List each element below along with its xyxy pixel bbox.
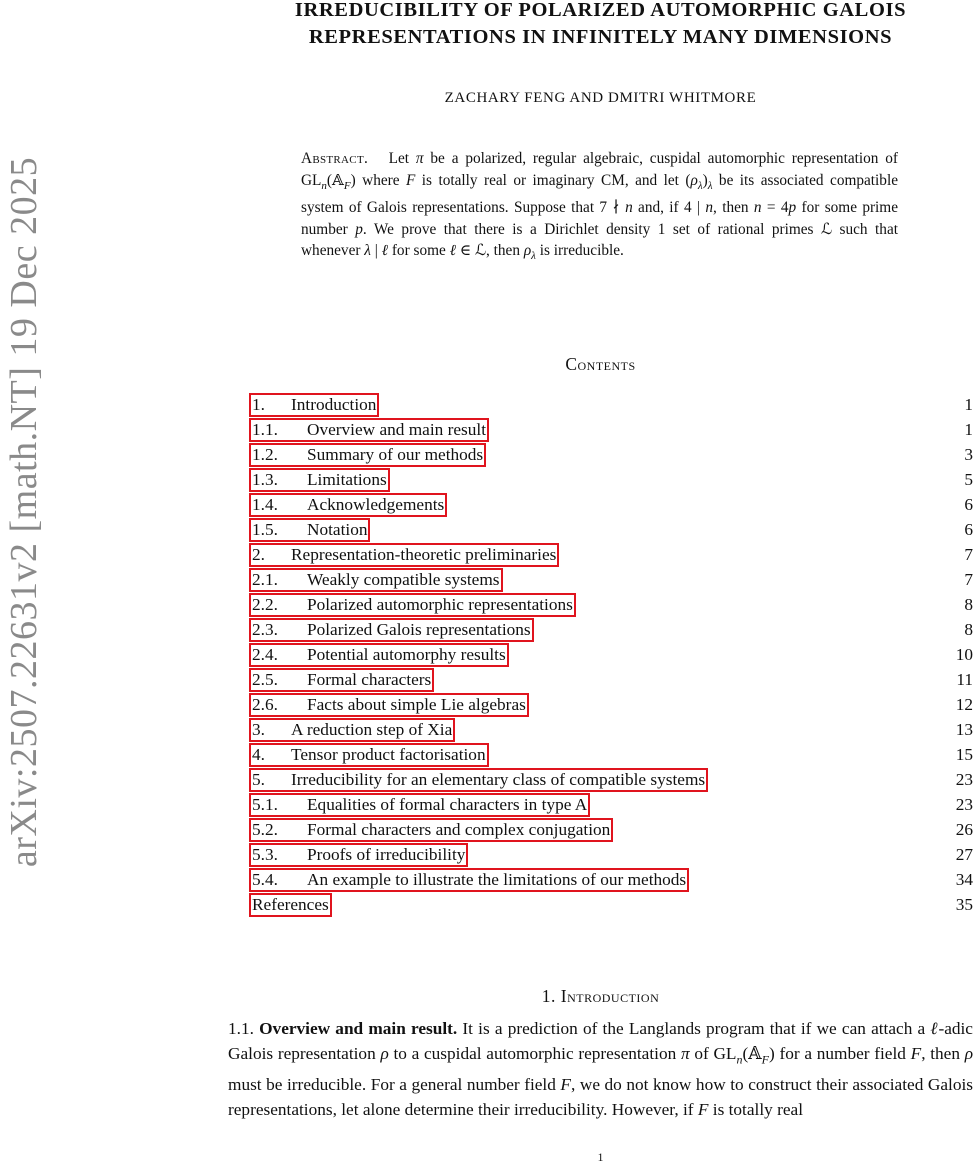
paper-title: [228, 0, 973, 51]
toc-number: 5.4.: [252, 870, 278, 889]
toc-number: 2.: [252, 545, 265, 564]
page-number: 1: [597, 1150, 604, 1164]
toc-link-summary[interactable]: [249, 443, 486, 467]
toc-entry: [249, 817, 973, 842]
toc-title: References: [252, 895, 329, 914]
toc-title: Irreducibility for an elementary class of compatible systems: [291, 770, 706, 789]
toc-title: Formal characters: [307, 670, 432, 689]
toc-entry: [249, 867, 973, 892]
toc-entry: [249, 742, 973, 767]
toc-number: 5.2.: [252, 820, 278, 839]
toc-link-polarized-automorphic[interactable]: [249, 593, 576, 617]
abstract-label: Abstract.: [301, 150, 369, 167]
toc-page: 34: [955, 870, 973, 889]
toc-entry: [249, 442, 973, 467]
toc-link-complex-conjugation[interactable]: [249, 818, 613, 842]
toc-number: 2.4.: [252, 645, 278, 664]
toc-title: Polarized Galois representations: [307, 620, 531, 639]
toc-number: 1.3.: [252, 470, 278, 489]
toc-title: Summary of our methods: [307, 445, 484, 464]
toc-title: Potential automorphy results: [307, 645, 506, 664]
subsection-number: 1.1.: [228, 1019, 254, 1038]
toc-title: Acknowledgements: [307, 495, 445, 514]
toc-title: Tensor product factorisation: [291, 745, 486, 764]
toc-page: 27: [955, 845, 973, 864]
toc-title: Weakly compatible systems: [307, 570, 500, 589]
toc-link-notation[interactable]: [249, 518, 370, 542]
toc-link-potential-automorphy[interactable]: [249, 643, 509, 667]
toc-entry: [249, 542, 973, 567]
toc-title: Proofs of irreducibility: [307, 845, 466, 864]
toc-number: 1.4.: [252, 495, 278, 514]
toc-link-references[interactable]: [249, 893, 332, 917]
toc-link-proofs[interactable]: [249, 843, 468, 867]
toc-entry: [249, 842, 973, 867]
section-heading-introduction: [228, 986, 973, 1007]
toc-page: 26: [955, 820, 973, 839]
toc-entry: [249, 792, 973, 817]
toc-link-overview[interactable]: [249, 418, 489, 442]
toc-page: 3: [964, 445, 973, 464]
toc-entry: [249, 392, 973, 417]
toc-number: 1.5.: [252, 520, 278, 539]
toc-page: 10: [955, 645, 973, 664]
section-title: Introduction: [560, 986, 660, 1006]
toc-entry: [249, 567, 973, 592]
toc-entry: [249, 642, 973, 667]
toc-entry: [249, 667, 973, 692]
toc-link-tensor-product[interactable]: [249, 743, 489, 767]
toc-title: Representation-theoretic preliminaries: [291, 545, 557, 564]
toc-link-polarized-galois[interactable]: [249, 618, 534, 642]
toc-number: 2.1.: [252, 570, 278, 589]
toc-entry: [249, 892, 973, 917]
toc-page: 6: [964, 520, 973, 539]
toc-link-example-limitations[interactable]: [249, 868, 689, 892]
toc-page: 8: [964, 620, 973, 639]
toc-page: 23: [955, 795, 973, 814]
introduction-paragraph: [228, 1016, 973, 1122]
contents-heading: Contents: [565, 354, 636, 374]
toc-number: 1.1.: [252, 420, 278, 439]
title-line-2: REPRESENTATIONS IN INFINITELY MANY DIMENSIONS: [308, 26, 893, 48]
toc-title: Overview and main result: [307, 420, 486, 439]
toc-number: 5.3.: [252, 845, 278, 864]
toc-entry: [249, 592, 973, 617]
abstract-body: Let π be a polarized, regular algebraic, cuspidal automorphic representation of $GL_n(𝔸_F)$ where F is totally real or imaginary CM, and let $(\rho_\lambda)_\lambda$ be its associated compatible system of Galois representations. Suppose that 7 ∤ n and, if 4 | n, then n = 4p for some prime number p. We prove that there is a Dirichlet density 1 set of rational primes ℒ such that whenever λ | ℓ for some ℓ ∈ ℒ, then $\rho_\lambda$ is irreducible.: [301, 150, 899, 263]
subsection-title: Overview and main result.: [259, 1019, 458, 1038]
toc-page: 23: [955, 770, 973, 789]
toc-number: 5.: [252, 770, 265, 789]
toc-page: 7: [964, 545, 973, 564]
toc-page: 8: [964, 595, 973, 614]
title-line-1: IRREDUCIBILITY OF POLARIZED AUTOMORPHIC GALOIS: [294, 0, 907, 21]
toc-number: 2.5.: [252, 670, 278, 689]
toc-number: 2.3.: [252, 620, 278, 639]
toc-entry: [249, 617, 973, 642]
toc-title: A reduction step of Xia: [291, 720, 453, 739]
toc-title: An example to illustrate the limitations of our methods: [307, 870, 687, 889]
authors: ZACHARY FENG AND DMITRI WHITMORE: [444, 90, 757, 106]
toc-page: 35: [955, 895, 973, 914]
toc-number: 3.: [252, 720, 265, 739]
toc-link-irreducibility[interactable]: [249, 768, 708, 792]
toc-link-acknowledgements[interactable]: [249, 493, 447, 517]
section-number: 1.: [541, 986, 556, 1006]
toc-link-lie-algebras[interactable]: [249, 693, 529, 717]
toc-number: 5.1.: [252, 795, 278, 814]
toc-page: 15: [955, 745, 973, 764]
toc-link-equalities-type-a[interactable]: [249, 793, 590, 817]
toc-number: 1.: [252, 395, 265, 414]
toc-page: 1: [964, 395, 973, 414]
toc-title: Formal characters and complex conjugation: [307, 820, 611, 839]
toc-page: 11: [956, 670, 973, 689]
toc-page: 1: [964, 420, 973, 439]
arxiv-identifier-stamp: [0, 0, 50, 1165]
toc-link-preliminaries[interactable]: [249, 543, 559, 567]
toc-number: 2.6.: [252, 695, 278, 714]
toc-entry: [249, 717, 973, 742]
toc-link-reduction-step[interactable]: [249, 718, 455, 742]
toc-title: Introduction: [291, 395, 377, 414]
toc-entry: [249, 467, 973, 492]
toc-number: 2.2.: [252, 595, 278, 614]
arxiv-stamp-text: arXiv:2507.22631v2 [math.NT] 19 Dec 2025: [3, 156, 45, 868]
toc-link-introduction[interactable]: [249, 393, 379, 417]
toc-title: Notation: [307, 520, 368, 539]
toc-link-limitations[interactable]: [249, 468, 390, 492]
toc-title: Equalities of formal characters in type A: [307, 795, 588, 814]
toc-entry: [249, 517, 973, 542]
toc-entry: [249, 417, 973, 442]
toc-link-weakly-compatible[interactable]: [249, 568, 503, 592]
toc-page: 6: [964, 495, 973, 514]
toc-number: 4.: [252, 745, 265, 764]
toc-title: Polarized automorphic representations: [307, 595, 573, 614]
toc-page: 12: [955, 695, 973, 714]
toc-link-formal-characters[interactable]: [249, 668, 434, 692]
abstract: [301, 148, 898, 268]
toc-title: Limitations: [307, 470, 387, 489]
table-of-contents: [249, 392, 973, 917]
toc-entry: [249, 692, 973, 717]
toc-number: 1.2.: [252, 445, 278, 464]
paragraph-text: It is a prediction of the Langlands program that if we can attach a ℓ-adic Galois representation ρ to a cuspidal automorphic representation π of $GL_n(𝔸_F)$ for a number field F, then ρ must be irreducible. For a general number field F, we do not know how to construct their associated Galois representations, let alone determine their irreducibility. However, if F is totally real: [228, 1019, 973, 1120]
toc-title: Facts about simple Lie algebras: [307, 695, 526, 714]
toc-entry: [249, 767, 973, 792]
toc-page: 7: [964, 570, 973, 589]
toc-page: 13: [955, 720, 973, 739]
toc-entry: [249, 492, 973, 517]
toc-page: 5: [964, 470, 973, 489]
